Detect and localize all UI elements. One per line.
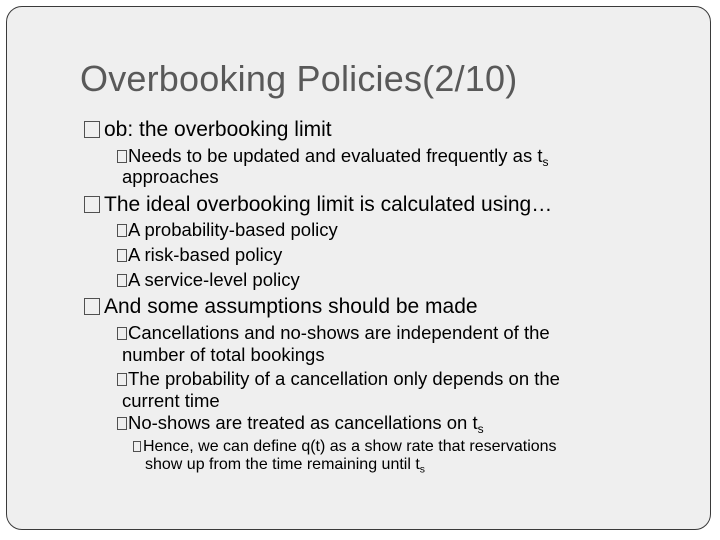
- bullet-box-icon: [117, 224, 127, 237]
- bullet-box-icon: [117, 274, 127, 287]
- bullet-3-3-1-continuation: show up from the time remaining until $t_s$: [145, 456, 425, 476]
- bullet-1-1-continuation: approaches: [122, 166, 219, 187]
- bullet-2-3: A service-level policy: [117, 269, 300, 291]
- bullet-box-icon: [84, 121, 100, 138]
- bullet-box-icon: [117, 249, 127, 262]
- bullet-2-1: A probability-based policy: [117, 219, 338, 241]
- bullet-3-2-continuation: current time: [122, 390, 220, 411]
- bullet-box-icon: [117, 373, 127, 386]
- bullet-3: And some assumptions should be made: [84, 295, 478, 319]
- bullet-2-2: A risk-based policy: [117, 244, 282, 266]
- bullet-box-icon: [84, 196, 100, 213]
- slide-title: Overbooking Policies(2/10): [80, 58, 518, 99]
- bullet-2: The ideal overbooking limit is calculated using…: [84, 193, 552, 217]
- bullet-box-icon: [117, 327, 127, 340]
- bullet-box-icon: [117, 150, 127, 163]
- bullet-box-icon: [133, 441, 141, 452]
- bullet-3-1-continuation: number of total bookings: [122, 344, 325, 365]
- bullet-3-2: The probability of a cancellation only depends on the: [117, 368, 560, 390]
- bullet-1: ob: the overbooking limit: [84, 118, 332, 142]
- bullet-3-1: Cancellations and no-shows are independent of the: [117, 322, 550, 344]
- bullet-1-1: Needs to be updated and evaluated frequently as $t_s$: [117, 145, 549, 169]
- bullet-3-3-1: Hence, we can define q(t) as a show rate that reservations: [133, 438, 557, 456]
- bullet-3-3: No-shows are treated as cancellations on $t_s$: [117, 412, 484, 436]
- bullet-box-icon: [117, 417, 127, 430]
- bullet-box-icon: [84, 298, 100, 315]
